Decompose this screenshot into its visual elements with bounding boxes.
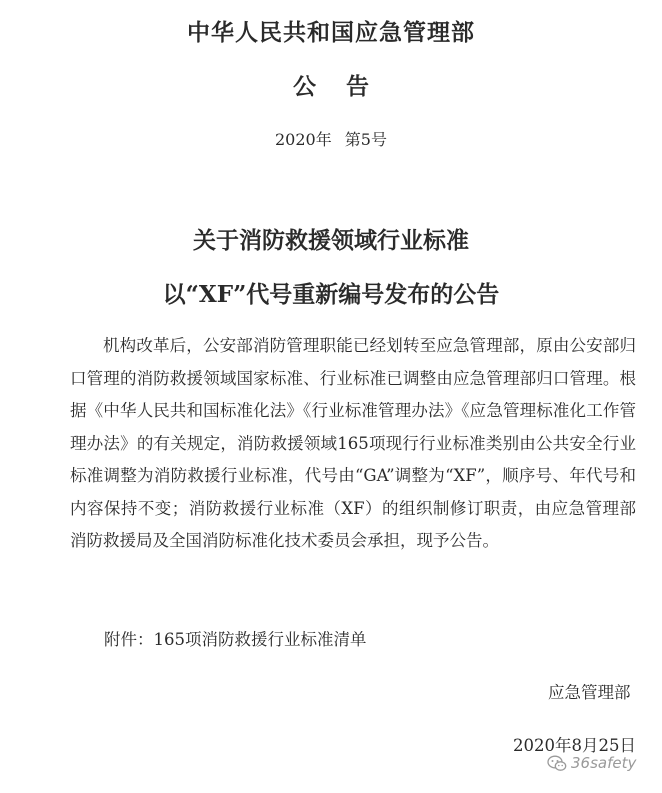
- issuer-title: 中华人民共和国应急管理部: [187, 19, 475, 46]
- document-type: 公告: [293, 73, 399, 100]
- document-number: 2020年 第5号: [275, 130, 387, 149]
- signer: 应急管理部: [548, 683, 631, 702]
- announcement-title-line-2: 以“XF”代号重新编号发布的公告: [162, 281, 500, 308]
- announcement-title-line-1: 关于消防救援领域行业标准: [193, 227, 469, 254]
- watermark-text: 36safety: [571, 754, 637, 772]
- issue-date: 2020年8月25日: [513, 736, 636, 755]
- wechat-icon: [547, 755, 567, 772]
- body-paragraph: 机构改革后，公安部消防管理职能已经划转至应急管理部，原由公安部归口管理的消防救援领域国家标准、行业标准已调整由应急管理部归口管理。根据《中华人民共和国标准化法》《行业标准管理办法》《应急管理标准化工作管理办法》的有关规定，消防救援领域165项现行行业标准类别由公共安全行业标准调整为消防救援行业标准，代号由“GA”调整为“XF”，顺序号、年代号和内容保持不变；消防救援行业标准（XF）的组织制修订职责，由应急管理部消防救援局及全国消防标准化技术委员会承担，现予公告。: [70, 336, 636, 550]
- watermark: [547, 754, 636, 772]
- attachment-note: 附件：165项消防救援行业标准清单: [104, 630, 367, 649]
